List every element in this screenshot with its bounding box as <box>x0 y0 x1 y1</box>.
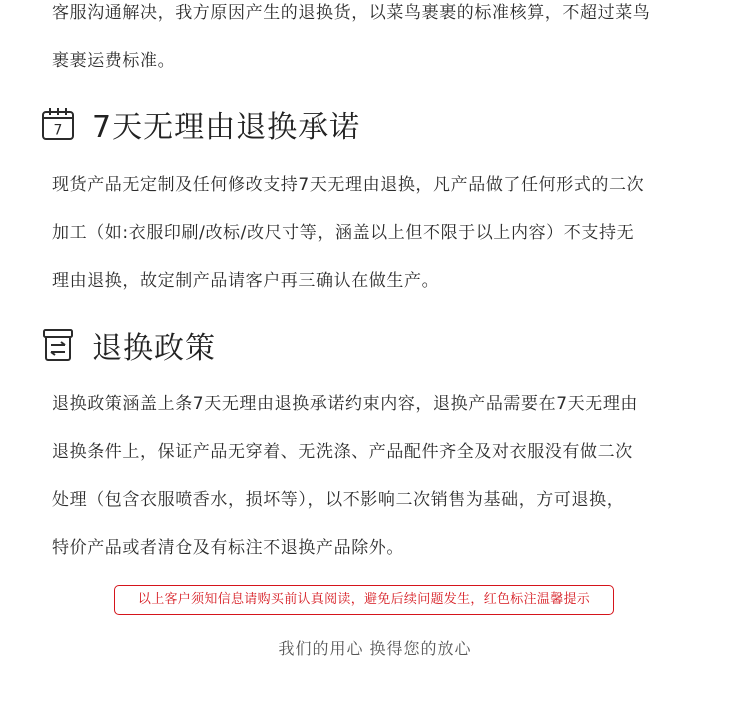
section-title: 7天无理由退换承诺 <box>92 110 361 145</box>
intro-line: 客服沟通解决，我方原因产生的退换货，以菜鸟裹裹的标准核算，不超过菜鸟 <box>52 3 651 23</box>
notice-banner: 以上客户须知信息请购买前认真阅读，避免后续问题发生，红色标注温馨提示 <box>114 585 614 615</box>
paragraph-line: 特价产品或者清仓及有标注不退换产品除外。 <box>52 538 404 558</box>
section1-paragraph <box>52 161 712 305</box>
paragraph-line: 现货产品无定制及任何修改支持7天无理由退换，凡产品做了任何形式的二次 <box>52 175 645 195</box>
exchange-box-icon <box>40 327 76 363</box>
paragraph-line: 加工（如:衣服印刷/改标/改尺寸等，涵盖以上但不限于以上内容）不支持无 <box>52 223 635 243</box>
calendar-7-icon <box>40 106 76 142</box>
intro-line: 裹裹运费标准。 <box>52 51 176 71</box>
section-heading-policy <box>40 323 216 367</box>
paragraph-line: 退换条件上，保证产品无穿着、无洗涤、产品配件齐全及对衣服没有做二次 <box>52 442 633 462</box>
paragraph-line: 理由退换，故定制产品请客户再三确认在做生产。 <box>52 271 440 291</box>
section2-paragraph <box>52 380 712 572</box>
intro-paragraph <box>52 0 712 85</box>
footer-slogan: 我们的用心 换得您的放心 <box>278 639 472 658</box>
section-heading-7day <box>40 102 360 146</box>
paragraph-line: 处理（包含衣服喷香水，损坏等），以不影响二次销售为基础，方可退换， <box>52 490 625 510</box>
svg-text:7: 7 <box>53 122 63 139</box>
section-title: 退换政策 <box>92 331 216 366</box>
paragraph-line: 退换政策涵盖上条7天无理由退换承诺约束内容，退换产品需要在7天无理由 <box>52 394 639 414</box>
